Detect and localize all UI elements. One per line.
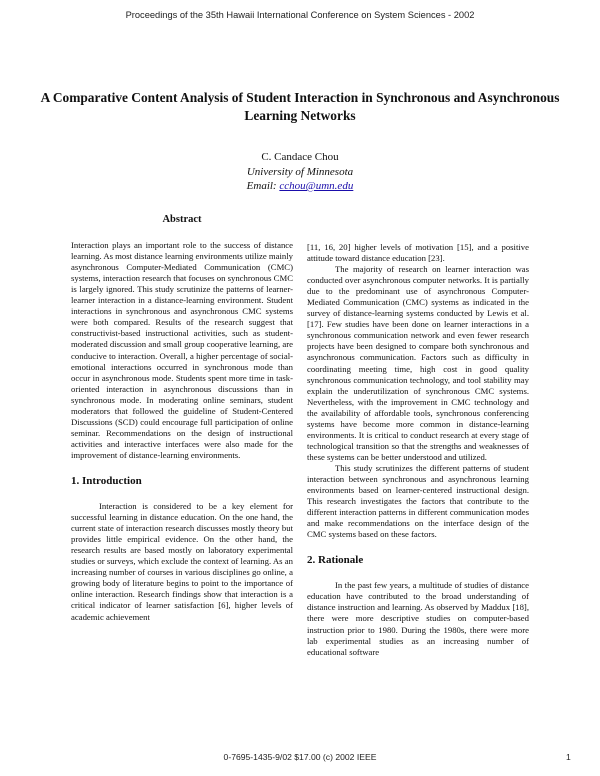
- introduction-continuation: [11, 16, 20] higher levels of motivation [15], and a positive attitude toward distance education [23].: [307, 242, 529, 264]
- introduction-text: Interaction is considered to be a key element for successful learning in distance education. On the one hand, the current state of interaction research discusses mostly theory but provides little empirical evidence. On the other hand, the research results are based mostly on laboratory experimental studies or surveys, which exclude the context of learning. As an increasing number of courses in various disciplines go online, a growing body of literature begins to point to the importance of online interaction. Research findings show that interaction is a critical indicator of learner satisfaction [6], higher levels of academic achievement: [71, 501, 293, 622]
- page-number: 1: [566, 752, 571, 762]
- right-column: [307, 242, 529, 658]
- rationale-heading: 2. Rationale: [307, 554, 364, 567]
- introduction-heading: 1. Introduction: [71, 474, 142, 487]
- introduction-para-2: The majority of research on learner interaction was conducted over asynchronous computer networks. It is partially due to the predominant use of asynchronous Computer-Mediated Communication (CMC) systems as indicated in the survey of distance-learning systems conducted by Lewis et al. [17]. Few studies have been done on learner interactions in a synchronous communication network and even fewer research projects have been designed to compare both synchronous and asynchronous communication. Factors such as difficulty in coordinating meeting time, high cost in good quality synchronous communication technology, and tool stability may explain the underutilization of synchronous CMC systems. Nevertheless, with the improvement in CMC technology and the availability of affordable tools, synchronous conferencing systems have become more common in distance-learning environments. It is critical to conduct research at every stage of technological transition so that the strengths and weaknesses of these systems can be better understood and utilized.: [307, 264, 529, 462]
- running-header: Proceedings of the 35th Hawaii International Conference on System Sciences - 2002: [125, 10, 475, 20]
- email-link[interactable]: cchou@umn.edu: [279, 180, 354, 192]
- introduction-para-3: This study scrutinizes the different patterns of student interaction between synchronous and asynchronous learning environments based on learner-centered instructional design. This research investigates the factors that contribute to the different interaction patterns in different communication modes and make recommendations on the interface design of the CMC systems based on these factors.: [307, 462, 529, 540]
- paper-title: A Comparative Content Analysis of Student Interaction in Synchronous and Asynchronous Learning Networks: [40, 90, 560, 123]
- left-column: [71, 214, 293, 623]
- abstract-text: Interaction plays an important role to the success of distance learning. As most distance learning environments utilize mainly asynchronous Computer-Mediated Communication (CMC) systems, interaction research that focuses on synchronous CMC is largely ignored. This study scrutinize the patterns of learner-learner interaction in a distance-learning environment. Student interactions in synchronous and asynchronous CMC systems were both compared. Results of the research suggest that constructivist-based instructional activities, such as student-moderated discussion and small group cooperative learning, are conducive to interaction. Overall, a higher percentage of social-emotional interactions occurred in synchronous mode than occur in asynchronous mode. Students spent more time in task-oriented interaction in asynchronous discussions than in synchronous mode. In moderating online seminars, student moderators that followed the guideline of Student-Centered Discussions (SCD) could encourage full participation of online seminar. Recommendations on the design of instructional activities and interactive interfaces were also made for the improvement of distance-learning environments.: [71, 240, 293, 460]
- author-name: C. Candace Chou: [261, 151, 339, 163]
- author-block: [0, 150, 600, 194]
- author-affiliation: University of Minnesota: [246, 165, 354, 178]
- author-email-line: [0, 179, 600, 194]
- abstract-heading: Abstract: [162, 214, 202, 225]
- copyright-footer: 0-7695-1435-9/02 $17.00 (c) 2002 IEEE: [223, 752, 377, 762]
- email-label: Email:: [246, 180, 277, 192]
- rationale-text: In the past few years, a multitude of studies of distance education have contributed to the broad understanding of distance instruction and learning. As observed by Maddux [18], there were more descriptive studies on computer-based instruction prior to 1980. During the 1980s, there were more lab experimental studies as an increasing number of educational software: [307, 580, 529, 657]
